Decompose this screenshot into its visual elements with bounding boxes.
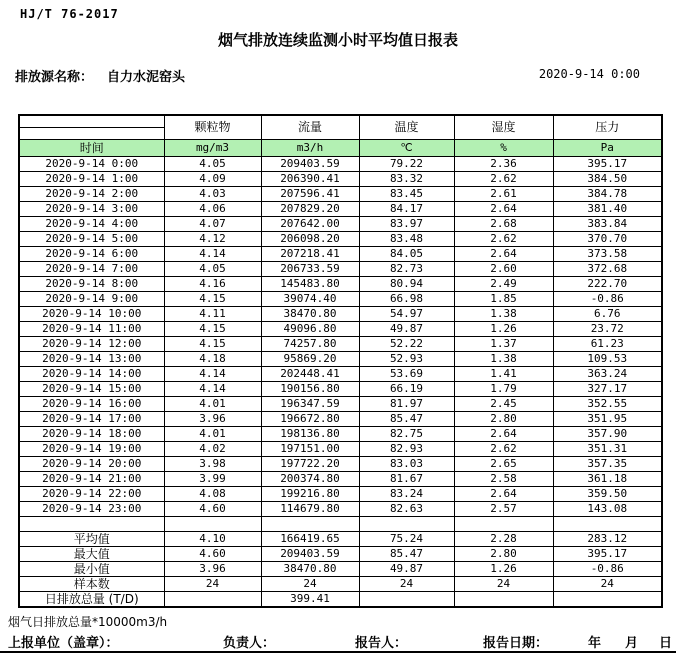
time-cell: 2020-9-14 7:00 xyxy=(19,262,164,277)
value-cell: 4.15 xyxy=(164,292,261,307)
table-row xyxy=(19,157,662,172)
report-title: 烟气排放连续监测小时平均值日报表 xyxy=(217,31,458,49)
value-cell: 80.94 xyxy=(359,277,454,292)
value-cell: 399.41 xyxy=(261,592,359,608)
value-cell: 4.01 xyxy=(164,397,261,412)
value-cell: 196672.80 xyxy=(261,412,359,427)
value-cell: 4.11 xyxy=(164,307,261,322)
value-cell: 4.60 xyxy=(164,502,261,517)
time-cell: 2020-9-14 12:00 xyxy=(19,337,164,352)
value-cell: 1.85 xyxy=(454,292,553,307)
table-row xyxy=(19,187,662,202)
table-row xyxy=(19,247,662,262)
col-header-particulate: 颗粒物 xyxy=(164,115,261,140)
summary-label: 日排放总量 (T/D) xyxy=(19,592,164,608)
value-cell: 1.37 xyxy=(454,337,553,352)
value-cell: 143.08 xyxy=(553,502,662,517)
value-cell: -0.86 xyxy=(553,292,662,307)
table-row xyxy=(19,277,662,292)
value-cell: 2.62 xyxy=(454,172,553,187)
value-cell: 197151.00 xyxy=(261,442,359,457)
value-cell: 95869.20 xyxy=(261,352,359,367)
value-cell: 206733.59 xyxy=(261,262,359,277)
value-cell: 209403.59 xyxy=(261,547,359,562)
value-cell: 222.70 xyxy=(553,277,662,292)
value-cell: 84.17 xyxy=(359,202,454,217)
source-row xyxy=(15,66,661,85)
value-cell: 1.41 xyxy=(454,367,553,382)
time-cell: 2020-9-14 10:00 xyxy=(19,307,164,322)
value-cell: 373.58 xyxy=(553,247,662,262)
value-cell: 4.15 xyxy=(164,337,261,352)
value-cell: 52.22 xyxy=(359,337,454,352)
value-cell: 4.07 xyxy=(164,217,261,232)
value-cell: 363.24 xyxy=(553,367,662,382)
value-cell: 4.09 xyxy=(164,172,261,187)
value-cell: 357.90 xyxy=(553,427,662,442)
time-cell: 2020-9-14 22:00 xyxy=(19,487,164,502)
value-cell: 2.64 xyxy=(454,427,553,442)
value-cell: 207642.00 xyxy=(261,217,359,232)
unit-cell-humidity: % xyxy=(454,140,553,157)
value-cell: 4.10 xyxy=(164,532,261,547)
summary-label: 最大值 xyxy=(19,547,164,562)
table-row xyxy=(19,172,662,187)
value-cell: 4.08 xyxy=(164,487,261,502)
time-cell: 2020-9-14 11:00 xyxy=(19,322,164,337)
value-cell: 2.62 xyxy=(454,442,553,457)
time-cell: 2020-9-14 3:00 xyxy=(19,202,164,217)
value-cell: 1.26 xyxy=(454,562,553,577)
value-cell: 395.17 xyxy=(553,547,662,562)
time-cell: 2020-9-14 0:00 xyxy=(19,157,164,172)
value-cell: 24 xyxy=(164,577,261,592)
reporter-label: 报告人： xyxy=(355,636,408,651)
value-cell xyxy=(553,517,662,532)
value-cell: 2.64 xyxy=(454,247,553,262)
value-cell: 85.47 xyxy=(359,412,454,427)
value-cell: 4.06 xyxy=(164,202,261,217)
value-cell: 384.78 xyxy=(553,187,662,202)
value-cell: 206098.20 xyxy=(261,232,359,247)
time-cell: 2020-9-14 5:00 xyxy=(19,232,164,247)
value-cell: 1.26 xyxy=(454,322,553,337)
value-cell: 327.17 xyxy=(553,382,662,397)
value-cell: 207829.20 xyxy=(261,202,359,217)
value-cell: 83.32 xyxy=(359,172,454,187)
value-cell: 384.50 xyxy=(553,172,662,187)
value-cell: 84.05 xyxy=(359,247,454,262)
signature-row xyxy=(0,632,676,651)
value-cell: 4.12 xyxy=(164,232,261,247)
value-cell: 82.73 xyxy=(359,262,454,277)
footer-note: 烟气日排放总量*10000m3/h xyxy=(8,615,168,629)
time-cell: 2020-9-14 21:00 xyxy=(19,472,164,487)
value-cell: 3.96 xyxy=(164,562,261,577)
value-cell: 372.68 xyxy=(553,262,662,277)
value-cell: 24 xyxy=(261,577,359,592)
value-cell: 6.76 xyxy=(553,307,662,322)
value-cell: 198136.80 xyxy=(261,427,359,442)
value-cell: 24 xyxy=(454,577,553,592)
value-cell: 109.53 xyxy=(553,352,662,367)
value-cell: 207596.41 xyxy=(261,187,359,202)
value-cell: 74257.80 xyxy=(261,337,359,352)
report-datetime: 2020-9-14 0:00 xyxy=(538,67,640,81)
table-row xyxy=(19,502,662,517)
value-cell: 4.14 xyxy=(164,382,261,397)
value-cell: 207218.41 xyxy=(261,247,359,262)
value-cell: 352.55 xyxy=(553,397,662,412)
value-cell: 23.72 xyxy=(553,322,662,337)
value-cell xyxy=(261,517,359,532)
value-cell: 83.97 xyxy=(359,217,454,232)
value-cell: 82.93 xyxy=(359,442,454,457)
value-cell: 1.38 xyxy=(454,352,553,367)
time-header-cell: 时间 xyxy=(19,140,164,157)
value-cell: 53.69 xyxy=(359,367,454,382)
value-cell: -0.86 xyxy=(553,562,662,577)
table-row xyxy=(19,292,662,307)
time-cell: 2020-9-14 9:00 xyxy=(19,292,164,307)
value-cell: 83.45 xyxy=(359,187,454,202)
table-row xyxy=(19,322,662,337)
time-cell: 2020-9-14 19:00 xyxy=(19,442,164,457)
value-cell: 383.84 xyxy=(553,217,662,232)
bottom-rule xyxy=(0,651,676,653)
value-cell: 370.70 xyxy=(553,232,662,247)
summary-row xyxy=(19,547,662,562)
value-cell xyxy=(454,517,553,532)
value-cell: 83.48 xyxy=(359,232,454,247)
value-cell: 4.15 xyxy=(164,322,261,337)
value-cell: 49.87 xyxy=(359,322,454,337)
table-row xyxy=(19,472,662,487)
value-cell: 359.50 xyxy=(553,487,662,502)
value-cell: 3.99 xyxy=(164,472,261,487)
table-body xyxy=(19,115,662,607)
value-cell: 2.58 xyxy=(454,472,553,487)
table-row xyxy=(19,232,662,247)
stamp-label: 上报单位（盖章）： xyxy=(8,636,119,651)
unit-cell-flow: m3/h xyxy=(261,140,359,157)
value-cell: 2.57 xyxy=(454,502,553,517)
value-cell xyxy=(164,517,261,532)
table-row xyxy=(19,307,662,322)
value-cell: 395.17 xyxy=(553,157,662,172)
table-row xyxy=(19,397,662,412)
month-label: 月 xyxy=(625,636,639,651)
value-cell: 4.18 xyxy=(164,352,261,367)
value-cell xyxy=(454,592,553,608)
summary-label: 最小值 xyxy=(19,562,164,577)
time-cell: 2020-9-14 8:00 xyxy=(19,277,164,292)
value-cell: 3.98 xyxy=(164,457,261,472)
unit-cell-pressure: Pa xyxy=(553,140,662,157)
value-cell: 24 xyxy=(553,577,662,592)
time-cell: 2020-9-14 20:00 xyxy=(19,457,164,472)
value-cell: 85.47 xyxy=(359,547,454,562)
value-cell: 1.38 xyxy=(454,307,553,322)
source-name-label: 排放源名称： xyxy=(15,70,94,85)
value-cell: 4.05 xyxy=(164,157,261,172)
report-table xyxy=(18,114,663,608)
value-cell: 61.23 xyxy=(553,337,662,352)
value-cell xyxy=(359,517,454,532)
value-cell: 200374.80 xyxy=(261,472,359,487)
table-row xyxy=(19,457,662,472)
value-cell: 4.05 xyxy=(164,262,261,277)
table-row xyxy=(19,412,662,427)
col-header-pressure: 压力 xyxy=(553,115,662,140)
time-header-blank-bottom xyxy=(19,128,164,140)
value-cell: 2.80 xyxy=(454,412,553,427)
value-cell: 283.12 xyxy=(553,532,662,547)
value-cell: 2.68 xyxy=(454,217,553,232)
value-cell: 83.03 xyxy=(359,457,454,472)
time-cell: 2020-9-14 4:00 xyxy=(19,217,164,232)
unit-cell-temperature: ℃ xyxy=(359,140,454,157)
summary-row xyxy=(19,592,662,608)
value-cell: 66.98 xyxy=(359,292,454,307)
value-cell: 2.45 xyxy=(454,397,553,412)
value-cell: 38470.80 xyxy=(261,562,359,577)
time-cell: 2020-9-14 23:00 xyxy=(19,502,164,517)
value-cell: 196347.59 xyxy=(261,397,359,412)
time-cell: 2020-9-14 15:00 xyxy=(19,382,164,397)
time-header-blank-top xyxy=(19,115,164,128)
value-cell: 114679.80 xyxy=(261,502,359,517)
spacer-cell xyxy=(19,517,164,532)
value-cell: 2.49 xyxy=(454,277,553,292)
value-cell: 2.28 xyxy=(454,532,553,547)
value-cell: 2.62 xyxy=(454,232,553,247)
table-row xyxy=(19,367,662,382)
value-cell: 82.63 xyxy=(359,502,454,517)
value-cell: 381.40 xyxy=(553,202,662,217)
table-row xyxy=(19,202,662,217)
value-cell: 52.93 xyxy=(359,352,454,367)
value-cell: 190156.80 xyxy=(261,382,359,397)
table-row xyxy=(19,442,662,457)
value-cell: 54.97 xyxy=(359,307,454,322)
time-cell: 2020-9-14 13:00 xyxy=(19,352,164,367)
responsible-label: 负责人： xyxy=(223,636,276,651)
table-row xyxy=(19,352,662,367)
value-cell: 81.97 xyxy=(359,397,454,412)
value-cell: 75.24 xyxy=(359,532,454,547)
value-cell: 4.16 xyxy=(164,277,261,292)
day-label: 日 xyxy=(659,636,673,651)
value-cell: 4.14 xyxy=(164,247,261,262)
header-row-1 xyxy=(19,115,662,128)
summary-row xyxy=(19,562,662,577)
value-cell: 2.80 xyxy=(454,547,553,562)
table-row xyxy=(19,382,662,397)
time-cell: 2020-9-14 17:00 xyxy=(19,412,164,427)
value-cell: 49096.80 xyxy=(261,322,359,337)
value-cell: 24 xyxy=(359,577,454,592)
value-cell: 38470.80 xyxy=(261,307,359,322)
time-cell: 2020-9-14 1:00 xyxy=(19,172,164,187)
report-date-label: 报告日期： xyxy=(483,636,549,651)
value-cell: 209403.59 xyxy=(261,157,359,172)
time-cell: 2020-9-14 14:00 xyxy=(19,367,164,382)
value-cell: 83.24 xyxy=(359,487,454,502)
value-cell xyxy=(164,592,261,608)
value-cell: 2.64 xyxy=(454,202,553,217)
value-cell: 197722.20 xyxy=(261,457,359,472)
time-cell: 2020-9-14 6:00 xyxy=(19,247,164,262)
value-cell: 206390.41 xyxy=(261,172,359,187)
value-cell: 4.03 xyxy=(164,187,261,202)
value-cell: 351.31 xyxy=(553,442,662,457)
value-cell: 81.67 xyxy=(359,472,454,487)
value-cell xyxy=(359,592,454,608)
table-row xyxy=(19,427,662,442)
value-cell: 2.60 xyxy=(454,262,553,277)
value-cell: 3.96 xyxy=(164,412,261,427)
summary-row xyxy=(19,577,662,592)
value-cell: 82.75 xyxy=(359,427,454,442)
value-cell: 166419.65 xyxy=(261,532,359,547)
value-cell: 2.61 xyxy=(454,187,553,202)
standard-code: HJ/T 76-2017 xyxy=(20,7,119,21)
summary-row xyxy=(19,532,662,547)
value-cell: 2.64 xyxy=(454,487,553,502)
spacer-row xyxy=(19,517,662,532)
value-cell: 4.60 xyxy=(164,547,261,562)
time-cell: 2020-9-14 2:00 xyxy=(19,187,164,202)
value-cell: 199216.80 xyxy=(261,487,359,502)
table-row xyxy=(19,217,662,232)
units-row xyxy=(19,140,662,157)
value-cell: 145483.80 xyxy=(261,277,359,292)
time-cell: 2020-9-14 18:00 xyxy=(19,427,164,442)
table-row xyxy=(19,337,662,352)
summary-label: 样本数 xyxy=(19,577,164,592)
value-cell: 79.22 xyxy=(359,157,454,172)
summary-label: 平均值 xyxy=(19,532,164,547)
value-cell: 4.14 xyxy=(164,367,261,382)
table-row xyxy=(19,487,662,502)
value-cell: 1.79 xyxy=(454,382,553,397)
time-cell: 2020-9-14 16:00 xyxy=(19,397,164,412)
value-cell: 66.19 xyxy=(359,382,454,397)
year-label: 年 xyxy=(588,636,602,651)
col-header-humidity: 湿度 xyxy=(454,115,553,140)
col-header-flow: 流量 xyxy=(261,115,359,140)
value-cell: 49.87 xyxy=(359,562,454,577)
col-header-temperature: 温度 xyxy=(359,115,454,140)
value-cell: 202448.41 xyxy=(261,367,359,382)
value-cell: 351.95 xyxy=(553,412,662,427)
source-name-value: 自力水泥窑头 xyxy=(107,70,186,85)
value-cell: 4.02 xyxy=(164,442,261,457)
value-cell: 2.36 xyxy=(454,157,553,172)
unit-cell-particulate: mg/m3 xyxy=(164,140,261,157)
value-cell: 2.65 xyxy=(454,457,553,472)
value-cell xyxy=(553,592,662,608)
value-cell: 357.35 xyxy=(553,457,662,472)
value-cell: 361.18 xyxy=(553,472,662,487)
value-cell: 4.01 xyxy=(164,427,261,442)
table-row xyxy=(19,262,662,277)
value-cell: 39074.40 xyxy=(261,292,359,307)
